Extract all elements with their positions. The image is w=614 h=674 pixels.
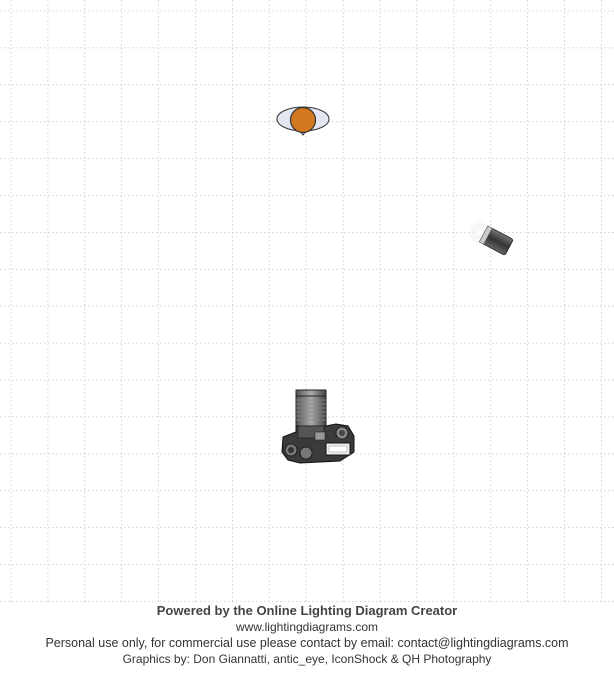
dslr-camera-icon[interactable]	[282, 390, 354, 463]
website-text[interactable]: www.lightingdiagrams.com	[235, 620, 379, 634]
subject-head-icon[interactable]	[277, 107, 329, 135]
strobe-light-icon[interactable]	[463, 215, 515, 259]
powered-by-text: Powered by the Online Lighting Diagram Creator	[156, 603, 458, 618]
credits-text: Graphics by: Don Giannatti, antic_eye, IconShock & QH Photography	[122, 652, 492, 666]
license-text: Personal use only, for commercial use please contact by email: contact@lightingdiagrams.com	[45, 636, 569, 650]
